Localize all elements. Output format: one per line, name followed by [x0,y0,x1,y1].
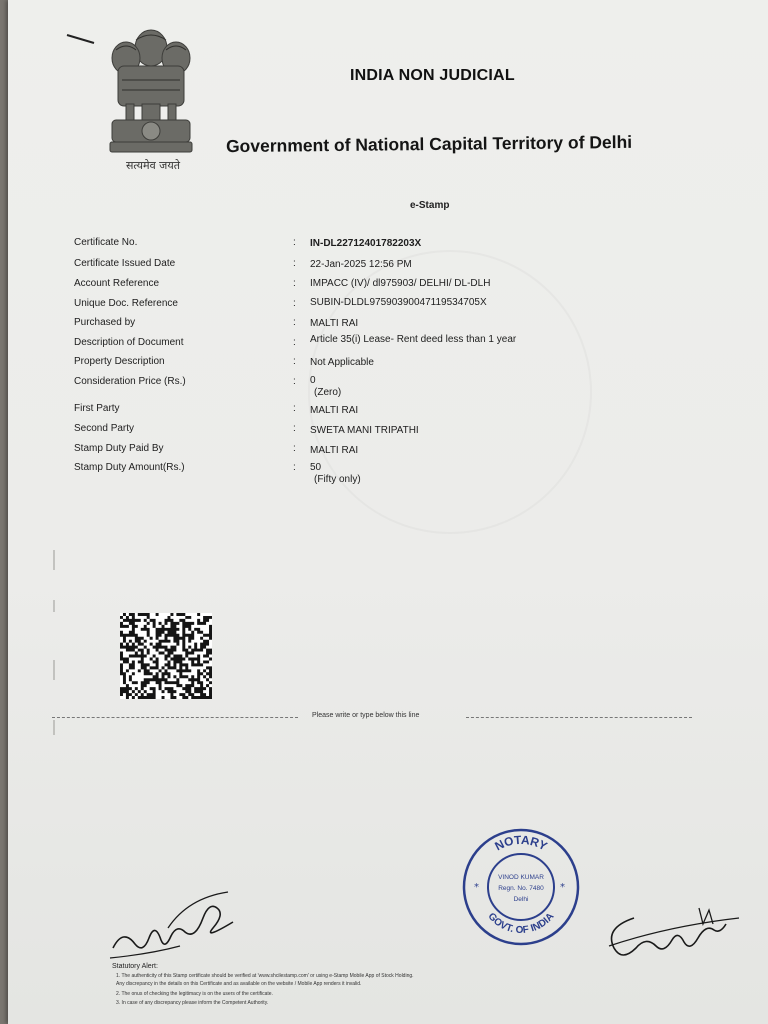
alert-line: 1. The authenticity of this Stamp certificate should be verified at 'www.shcilestamp.com' or using e-Stamp Mobile App of Stock Holding. [116,973,414,979]
margin-microtext [44,540,64,840]
seal-place: Delhi [513,896,529,903]
seal-regn: Regn. No. 7480 [498,885,544,892]
field-value: 50 [310,462,322,473]
field-colon: : [293,462,296,473]
e-stamp-certificate [8,0,768,1024]
field-colon: : [293,317,296,328]
field-value: IN-DL22712401782203X [310,238,422,249]
field-colon: : [293,337,296,348]
field-value: SUBIN-DLDL97590390047119534705X [310,297,487,308]
government-title: Government of National Capital Territory of Delhi [225,131,633,157]
field-colon: : [293,443,296,454]
field-colon: : [293,403,296,414]
field-colon: : [293,258,296,269]
field-value: IMPACC (IV)/ dl975903/ DELHI/ DL-DLH [310,278,491,289]
signature-left-icon [108,888,238,968]
separator-text: Please write or type below this line [312,712,420,719]
field-label: Unique Doc. Reference [74,298,178,309]
field-value: MALTI RAI [310,445,359,456]
field-label: Second Party [74,423,135,434]
field-label: Certificate Issued Date [74,258,176,269]
field-colon: : [293,237,296,248]
stamp-type: e-Stamp [410,200,450,211]
seal-top-text: NOTARY [492,832,550,854]
field-label: Property Description [74,356,165,367]
field-label: Stamp Duty Paid By [74,443,164,454]
field-colon: : [293,298,296,309]
divider-line-left [52,717,298,718]
statutory-alert-heading: Statutory Alert: [112,963,158,970]
qr-code-icon [120,613,212,699]
field-value: MALTI RAI [310,318,359,329]
field-colon: : [293,356,296,367]
field-value: SWETA MANI TRIPATHI [310,425,419,436]
field-value: Not Applicable [310,357,374,368]
national-emblem-icon [96,20,206,180]
watermark [308,250,592,534]
alert-line: 3. In case of any discrepancy please inform the Competent Authority. [116,1000,269,1006]
field-subvalue: (Zero) [314,387,342,398]
field-value: 22-Jan-2025 12:56 PM [310,259,412,270]
svg-text:NOTARY [493,833,550,854]
field-label: First Party [74,403,120,414]
svg-text:*: * [560,882,565,893]
seal-name: VINOD KUMAR [498,874,544,881]
field-label: Stamp Duty Amount(Rs.) [74,462,185,473]
field-label: Certificate No. [74,237,138,248]
field-colon: : [293,423,296,434]
field-colon: : [293,278,296,289]
field-label: Consideration Price (Rs.) [74,376,186,387]
field-value: Article 35(i) Lease- Rent deed less than 1 year [310,334,517,345]
alert-line: Any discrepancy in the details on this Certificate and as available on the website / Mobile App renders it invalid. [116,981,362,987]
emblem-caption: सत्यमेव जयते [125,159,180,172]
svg-text:*: * [474,882,479,893]
signature-right-icon [604,898,744,968]
field-value: MALTI RAI [310,405,359,416]
field-colon: : [293,376,296,387]
field-label: Description of Document [74,337,184,348]
header-title: INDIA NON JUDICIAL [350,67,515,84]
seal-bottom-text: GOVT. OF INDIA [485,911,557,937]
field-label: Account Reference [74,278,160,289]
alert-line: 2. The onus of checking the legitimacy is on the users of the certificate. [116,991,273,997]
pen-mark-icon [66,33,96,45]
field-label: Purchased by [74,317,136,328]
divider-line-right [466,717,692,718]
svg-text:GOVT. OF INDIA [486,911,557,936]
notary-seal-icon [460,826,582,948]
field-subvalue: (Fifty only) [314,474,361,485]
field-value: 0 [310,375,316,386]
